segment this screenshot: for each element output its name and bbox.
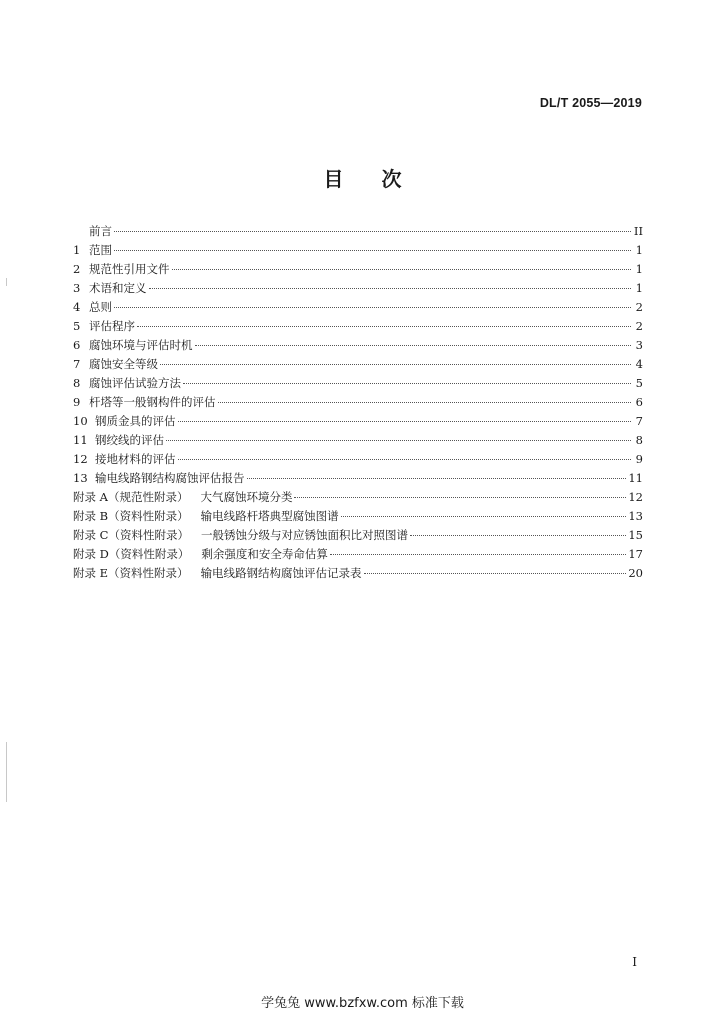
dot-leader bbox=[247, 478, 627, 479]
toc-entry-page: 20 bbox=[628, 566, 643, 580]
dot-leader bbox=[149, 288, 632, 289]
dot-leader bbox=[364, 573, 627, 574]
toc-entry-page: II bbox=[633, 224, 643, 238]
toc-entry-label: 范围 bbox=[89, 243, 112, 257]
toc-entry[interactable] bbox=[73, 450, 643, 469]
toc-entry-label: 总则 bbox=[89, 300, 112, 314]
toc-entry[interactable] bbox=[73, 241, 643, 260]
toc-entry[interactable] bbox=[73, 317, 643, 336]
dot-leader bbox=[178, 459, 632, 460]
toc-entry-label: 钢绞线的评估 bbox=[95, 433, 164, 447]
toc-entry[interactable] bbox=[73, 526, 643, 545]
dot-leader bbox=[178, 421, 632, 422]
dot-leader bbox=[114, 250, 631, 251]
toc-entry-page: 8 bbox=[635, 433, 643, 447]
toc-entry-label: 术语和定义 bbox=[89, 281, 147, 295]
toc-entry-number: 5 bbox=[73, 319, 81, 333]
toc-entry-number: 8 bbox=[73, 376, 81, 390]
dot-leader bbox=[218, 402, 632, 403]
toc-entry-number: 附录 D（资料性附录） bbox=[73, 547, 190, 561]
toc-entry-page: 3 bbox=[635, 338, 643, 352]
toc-entry-page: 13 bbox=[628, 509, 643, 523]
toc-entry-page: 11 bbox=[628, 471, 643, 485]
toc-entry-number: 6 bbox=[73, 338, 81, 352]
toc-entry-label: 一般锈蚀分级与对应锈蚀面积比对照图谱 bbox=[200, 528, 408, 542]
standard-code: DL/T 2055—2019 bbox=[539, 96, 642, 110]
toc-entry-number: 13 bbox=[73, 471, 88, 485]
toc-entry[interactable] bbox=[73, 545, 643, 564]
toc-entry[interactable] bbox=[73, 431, 643, 450]
toc-entry-number: 附录 C（资料性附录） bbox=[73, 528, 189, 542]
toc-entry[interactable] bbox=[73, 412, 643, 431]
toc-entry-label: 腐蚀安全等级 bbox=[89, 357, 158, 371]
dot-leader bbox=[195, 345, 632, 346]
toc-entry-number: 3 bbox=[73, 281, 81, 295]
toc-entry-label: 接地材料的评估 bbox=[95, 452, 176, 466]
toc-entry[interactable] bbox=[73, 355, 643, 374]
toc-entry-number: 1 bbox=[73, 243, 81, 257]
toc-entry-page: 1 bbox=[635, 262, 643, 276]
dot-leader bbox=[183, 383, 631, 384]
toc-entry-label: 腐蚀环境与评估时机 bbox=[89, 338, 193, 352]
toc-entry-number: 附录 B（资料性附录） bbox=[73, 509, 189, 523]
scan-mark bbox=[6, 742, 7, 802]
toc-entry[interactable] bbox=[73, 336, 643, 355]
toc-entry-label: 腐蚀评估试验方法 bbox=[89, 376, 181, 390]
dot-leader bbox=[160, 364, 631, 365]
toc-entry-number: 10 bbox=[73, 414, 88, 428]
toc-entry-label: 输电线路杆塔典型腐蚀图谱 bbox=[200, 509, 339, 523]
toc-entry[interactable] bbox=[73, 488, 643, 507]
dot-leader bbox=[114, 307, 631, 308]
toc-entry-page: 15 bbox=[628, 528, 643, 542]
toc-entry-page: 4 bbox=[635, 357, 643, 371]
dot-leader bbox=[341, 516, 627, 517]
dot-leader bbox=[172, 269, 632, 270]
dot-leader bbox=[330, 554, 626, 555]
toc-entry-page: 2 bbox=[635, 300, 643, 314]
toc-entry-number: 附录 A（规范性附录） bbox=[73, 490, 189, 504]
toc-entry[interactable] bbox=[73, 279, 643, 298]
toc-entry[interactable] bbox=[73, 469, 643, 488]
toc-entry-number: 7 bbox=[73, 357, 81, 371]
toc-entry[interactable] bbox=[73, 393, 643, 412]
toc-entry-label: 大气腐蚀环境分类 bbox=[200, 490, 293, 504]
toc-entry-number: 2 bbox=[73, 262, 81, 276]
scan-mark bbox=[6, 278, 7, 286]
toc-entry-page: 5 bbox=[635, 376, 643, 390]
table-of-contents bbox=[73, 222, 643, 583]
toc-entry[interactable] bbox=[73, 374, 643, 393]
watermark-footer: 学兔兔 www.bzfxw.com 标准下载 bbox=[261, 996, 464, 1011]
toc-entry-label: 前言 bbox=[89, 224, 112, 238]
toc-entry-page: 9 bbox=[635, 452, 643, 466]
toc-entry-page: 1 bbox=[635, 243, 643, 257]
toc-entry[interactable] bbox=[73, 260, 643, 279]
toc-entry-page: 2 bbox=[635, 319, 643, 333]
dot-leader bbox=[114, 231, 631, 232]
toc-entry-number: 9 bbox=[73, 395, 81, 409]
toc-entry-label: 规范性引用文件 bbox=[89, 262, 170, 276]
toc-entry-label: 评估程序 bbox=[89, 319, 135, 333]
toc-entry-number: 4 bbox=[73, 300, 81, 314]
toc-entry-label: 剩余强度和安全寿命估算 bbox=[201, 547, 328, 561]
toc-entry-page: 1 bbox=[635, 281, 643, 295]
toc-entry-label: 输电线路钢结构腐蚀评估记录表 bbox=[200, 566, 362, 580]
toc-entry-page: 12 bbox=[628, 490, 643, 504]
toc-entry[interactable] bbox=[73, 507, 643, 526]
toc-entry-number: 11 bbox=[73, 433, 88, 447]
dot-leader bbox=[294, 497, 626, 498]
toc-entry-page: 17 bbox=[628, 547, 643, 561]
dot-leader bbox=[137, 326, 631, 327]
toc-entry[interactable] bbox=[73, 564, 643, 583]
toc-entry-page: 7 bbox=[635, 414, 643, 428]
toc-entry-label: 钢质金具的评估 bbox=[95, 414, 176, 428]
page-title: 目次 bbox=[323, 167, 440, 191]
dot-leader bbox=[166, 440, 631, 441]
toc-entry-number: 12 bbox=[73, 452, 88, 466]
toc-entry-label: 杆塔等一般钢构件的评估 bbox=[89, 395, 216, 409]
toc-entry[interactable] bbox=[73, 222, 643, 241]
page-number: I bbox=[632, 955, 637, 969]
toc-entry[interactable] bbox=[73, 298, 643, 317]
dot-leader bbox=[410, 535, 626, 536]
toc-entry-label: 输电线路钢结构腐蚀评估报告 bbox=[95, 471, 245, 485]
toc-entry-number: 附录 E（资料性附录） bbox=[73, 566, 189, 580]
toc-entry-page: 6 bbox=[635, 395, 643, 409]
